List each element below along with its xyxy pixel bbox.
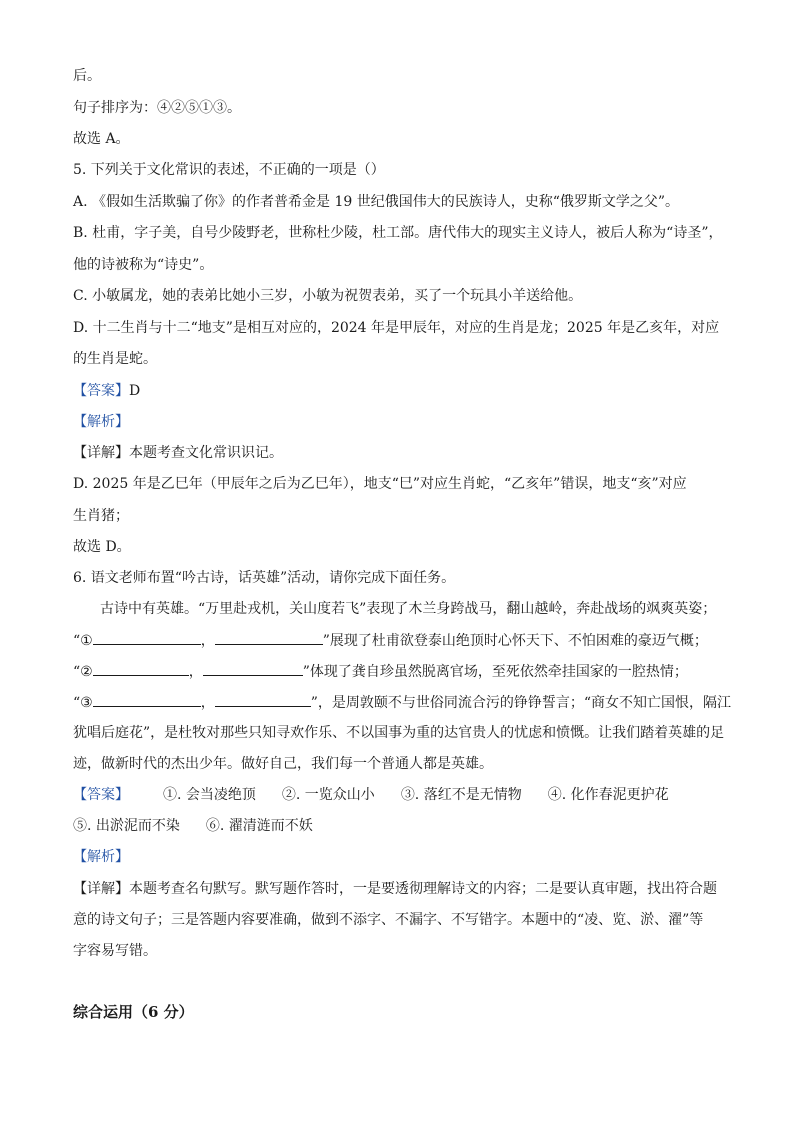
answer-item: ⑥. 濯清涟而不妖 <box>205 818 313 834</box>
question-6: 6. 语文老师布置“吟古诗，话英雄”活动，请你完成下面任务。 <box>73 570 456 586</box>
blank <box>215 692 311 707</box>
option-a: A. 《假如生活欺骗了你》的作者普希金是 19 世纪俄国伟大的民族诗人，史称“俄罗斯文学之父”。 <box>73 194 680 210</box>
text-line: 后。 <box>73 68 101 84</box>
answer-5 <box>73 381 140 401</box>
text-line: 句子排序为：④②⑤①③。 <box>73 100 241 116</box>
blank <box>93 630 201 645</box>
question-5: 5. 下列关于文化常识的表述，不正确的一项是（） <box>73 162 385 178</box>
question-6-para: 古诗中有英雄。“万里赴戎机，关山度若飞”表现了木兰身跨战马，翻山越岭，奔赴战场的飒爽英姿； <box>100 601 717 617</box>
detail-5-line: 故选 D。 <box>73 539 131 555</box>
answer-item: ⑤. 出淤泥而不染 <box>73 818 180 834</box>
blank <box>215 630 323 645</box>
answer-item: ①. 会当凌绝顶 <box>163 787 256 803</box>
detail-tag: 【详解】 <box>73 881 129 897</box>
detail-6-line: 字容易写错。 <box>73 943 157 959</box>
answer-item: ④. 化作春泥更护花 <box>547 787 669 803</box>
answer-tag: 【答案】 <box>73 383 129 399</box>
option-d: D. 十二生肖与十二“地支”是相互对应的，2024 年是甲辰年，对应的生肖是龙；2025 年是乙亥年，对应 <box>73 320 720 336</box>
detail-5-line: 生肖猪； <box>73 508 129 524</box>
blank <box>93 692 201 707</box>
detail-text: 本题考查名句默写。默写题作答时，一是要透彻理解诗文的内容；二是要认真审题，找出符合题 <box>129 881 717 897</box>
answer-6 <box>73 785 695 805</box>
question-6-para: 迹，做新时代的杰出少年。做好自己，我们每一个普通人都是英雄。 <box>73 756 493 772</box>
blank <box>93 661 189 676</box>
answer-6-cont <box>73 816 339 836</box>
option-d-cont: 的生肖是蛇。 <box>73 351 157 367</box>
text-line: 故选 A。 <box>73 131 130 147</box>
answer-item: ③. 落红不是无情物 <box>400 787 522 803</box>
detail-6 <box>73 879 717 899</box>
detail-5 <box>73 443 283 463</box>
answer-value: D <box>129 383 141 399</box>
detail-6-line: 意的诗文句子；三是答题内容要准确，做到不添字、不漏字、不写错字。本题中的“凌、览、淤、濯”等 <box>73 912 704 928</box>
question-6-para: 犹唱后庭花”，是杜牧对那些只知寻欢作乐、不以国事为重的达官贵人的忧虑和愤慨。让我们踏着英雄的足 <box>73 725 725 741</box>
option-b: B. 杜甫，字子美，自号少陵野老，世称杜少陵，杜工部。唐代伟大的现实主义诗人，被后人称为“诗圣”， <box>73 225 723 241</box>
analysis-tag: 【解析】 <box>73 849 129 865</box>
blank <box>203 661 303 676</box>
detail-5-line: D. 2025 年是乙巳年（甲辰年之后为乙巳年），地支“巳”对应生肖蛇，“乙亥年”错误，地支“亥”对应 <box>73 476 687 492</box>
option-b-cont: 他的诗被称为“诗史”。 <box>73 257 214 273</box>
answer-tag: 【答案】 <box>73 787 129 803</box>
blank-line-3: “③ ， ”，是周敦颐不与世俗同流合污的铮铮誓言；“商女不知亡国恨，隔江 <box>73 692 731 713</box>
detail-tag: 【详解】 <box>73 445 129 461</box>
analysis-tag: 【解析】 <box>73 414 129 430</box>
option-c: C. 小敏属龙，她的表弟比她小三岁，小敏为祝贺表弟，买了一个玩具小羊送给他。 <box>73 288 583 304</box>
section-heading: 综合运用（6 分） <box>73 1003 194 1021</box>
blank-line-1: “① ， ”展现了杜甫欲登泰山绝顶时心怀天下、不怕困难的豪迈气概； <box>73 630 708 651</box>
detail-text: 本题考查文化常识识记。 <box>129 445 283 461</box>
answer-item: ②. 一览众山小 <box>281 787 375 803</box>
blank-line-2: “② ， ”体现了龚自珍虽然脱离官场，至死依然牵挂国家的一腔热情； <box>73 661 688 682</box>
